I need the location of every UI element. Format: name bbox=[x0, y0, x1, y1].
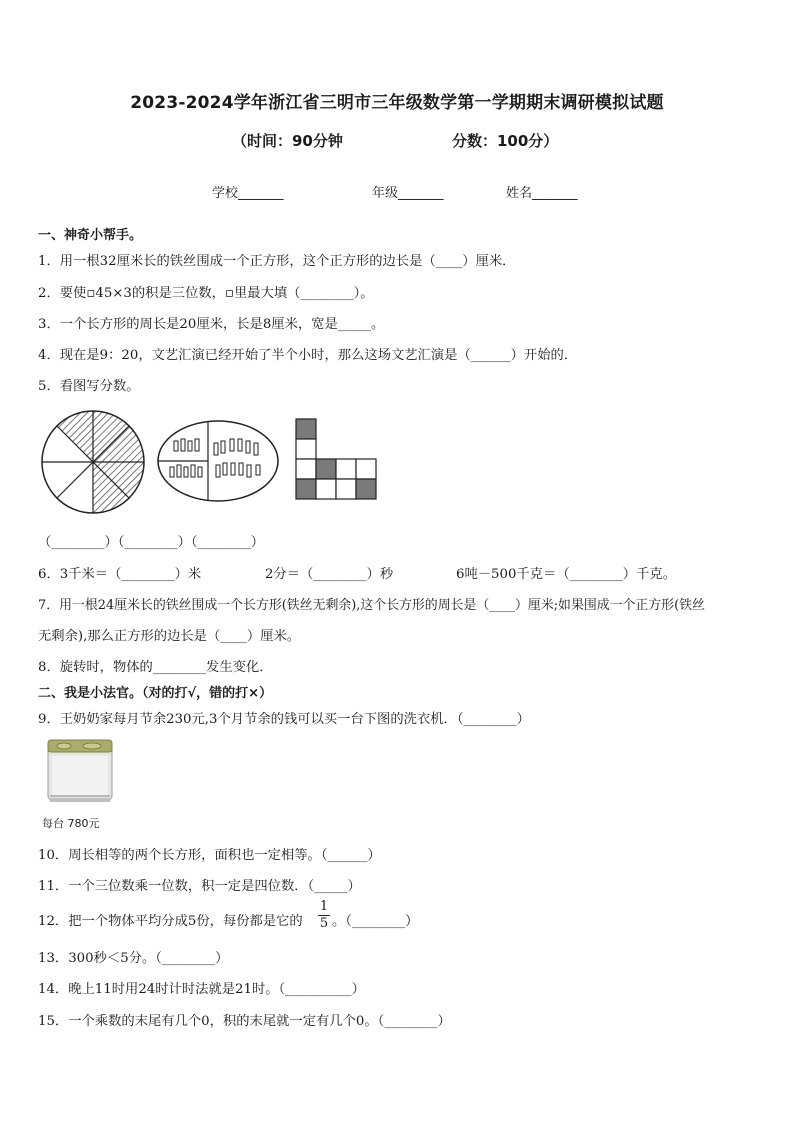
question-6a: 6．3千米＝（________）米 bbox=[38, 567, 202, 582]
ellipse-fraction-figure bbox=[156, 419, 280, 503]
question-7-line1: 7．用一根24厘米长的铁丝围成一个长方形(铁丝无剩余),这个长方形的周长是（____）厘米;如果围成一个正方形(铁丝 bbox=[38, 598, 705, 613]
question-11: 11．一个三位数乘一位数，积一定是四位数．（_____） bbox=[38, 879, 361, 894]
pie-fraction-figure bbox=[40, 410, 146, 514]
question-14: 14．晚上11时用24时计时法就是21时。（__________） bbox=[38, 982, 365, 997]
question-1: 1．用一根32厘米长的铁丝围成一个正方形，这个正方形的边长是（____）厘米． bbox=[38, 254, 516, 269]
question-13: 13．300秒＜5分。（________） bbox=[38, 951, 229, 966]
question-4: 4．现在是9：20，文艺汇演已经开始了半个小时，那么这场文艺汇演是（______）开始的． bbox=[38, 348, 578, 363]
question-5: 5．看图写分数。 bbox=[38, 379, 140, 394]
question-8: 8．旋转时，物体的________发生变化． bbox=[38, 660, 273, 675]
section-1-heading: 一、神奇小帮手。 bbox=[38, 228, 143, 243]
page-title: 2023-2024学年浙江省三明市三年级数学第一学期期末调研模拟试题 bbox=[130, 93, 664, 113]
question-2: 2．要使▫45×3的积是三位数，▫里最大填（________）。 bbox=[38, 286, 374, 301]
question-15: 15．一个乘数的末尾有几个0，积的末尾就一定有几个0。（________） bbox=[38, 1014, 451, 1029]
question-3: 3．一个长方形的周长是20厘米，长是8厘米，宽是_____。 bbox=[38, 317, 385, 332]
question-6c: 6吨－500千克＝（________）千克。 bbox=[456, 567, 676, 582]
grid-fraction-figure bbox=[295, 418, 379, 502]
name-field[interactable]: 姓名_______ bbox=[506, 186, 578, 201]
washer-price-caption: 每台 780元 bbox=[42, 817, 100, 830]
fraction-one-fifth bbox=[318, 900, 330, 931]
grade-field[interactable]: 年级_______ bbox=[372, 186, 444, 201]
question-12-answer: 。（________） bbox=[332, 914, 419, 929]
question-5-answers[interactable]: （________）（________）（________） bbox=[38, 535, 265, 550]
section-2-heading: 二、我是小法官。（对的打√，错的打×） bbox=[38, 686, 273, 701]
school-field[interactable]: 学校_______ bbox=[212, 186, 284, 201]
question-6b: 2分＝（________）秒 bbox=[265, 567, 394, 582]
question-10: 10．周长相等的两个长方形，面积也一定相等。（______） bbox=[38, 848, 381, 863]
question-9: 9．王奶奶家每月节余230元,3个月节余的钱可以买一台下图的洗衣机．（________） bbox=[38, 712, 530, 727]
exam-score: 分数：100分） bbox=[452, 132, 559, 150]
exam-time: （时间：90分钟 bbox=[232, 132, 343, 150]
question-7-line2: 无剩余),那么正方形的边长是（____）厘米。 bbox=[38, 629, 301, 644]
fraction-denominator: 5 bbox=[319, 916, 329, 931]
washing-machine-image bbox=[44, 736, 116, 804]
question-12-text: 12．把一个物体平均分成5份，每份都是它的 bbox=[38, 914, 303, 929]
fraction-numerator: 1 bbox=[319, 899, 329, 914]
